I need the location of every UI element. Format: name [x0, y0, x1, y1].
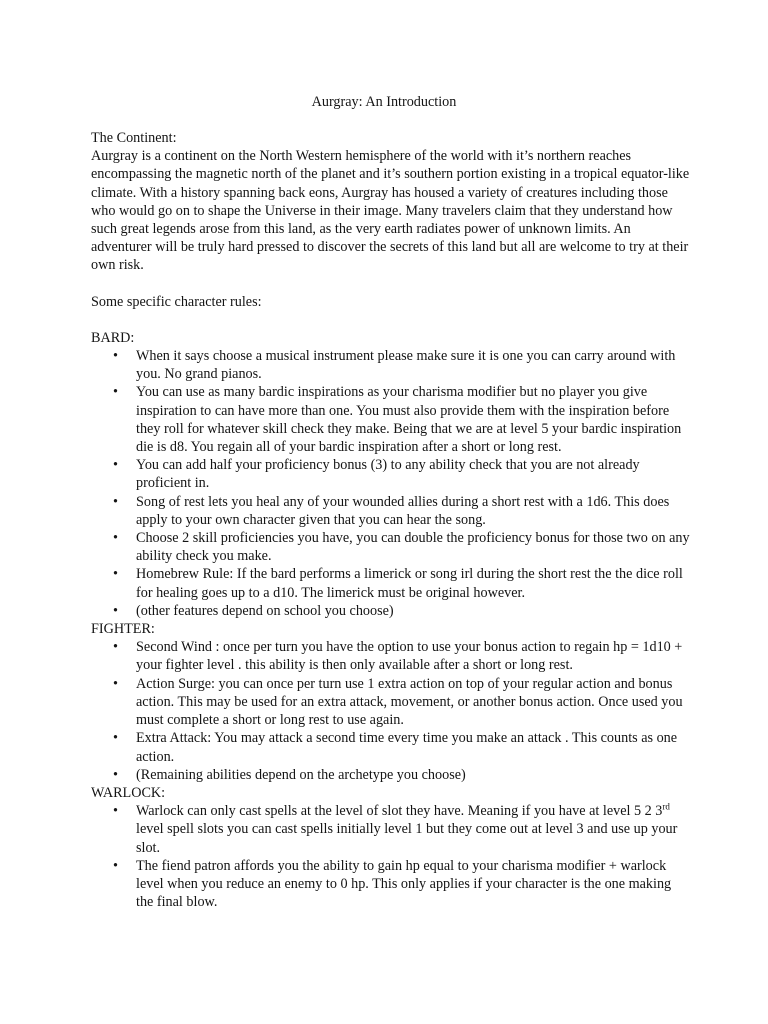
- paragraph-gap: [91, 275, 691, 293]
- fighter-list-item: [91, 675, 691, 730]
- warlock-item-text-part: level spell slots you can cast spells initially level 1 but they come out at level 3 and use up your slot.: [136, 821, 678, 856]
- fighter-list-item: [91, 729, 691, 765]
- bard-item-text: Homebrew Rule: If the bard performs a limerick or song irl during the short rest the the dice roll for healing goes up to a d10. The limerick must be original however.: [136, 566, 683, 601]
- rules-heading: Some specific character rules:: [91, 293, 262, 310]
- bard-item-text: Choose 2 skill proficiencies you have, you can double the proficiency bonus for those two on any ability check you make.: [136, 530, 690, 565]
- bard-item-text: Song of rest lets you heal any of your wounded allies during a short rest with a 1d6. This does apply to your own character given that you can hear the song.: [136, 493, 670, 528]
- warlock-item-text-part: Warlock can only cast spells at the level of slot they have. Meaning if you have at level 5 2 3: [136, 803, 663, 820]
- fighter-item-text: (Remaining abilities depend on the archetype you choose): [136, 766, 466, 783]
- bard-list-item: [91, 565, 691, 601]
- bard-list: [91, 347, 691, 620]
- bard-list-item: [91, 529, 691, 565]
- fighter-item-text: Extra Attack: You may attack a second time every time you make an attack . This counts as one action.: [136, 730, 678, 765]
- fighter-list: [91, 638, 691, 784]
- continent-paragraph: Aurgray is a continent on the North Western hemisphere of the world with it’s northern reaches encompassing the magnetic north of the planet and it’s southern portion existing in a tropical equator-like climate. With a history spanning back eons, Aurgray has housed a variety of creatures including those who would go on to shape the Universe in their image. Many travelers claim that they understand how such great legends arose from this land, as the very earth radiates power of unknown limits. An adventurer will be truly hard pressed to discover the secrets of this land but all are welcome to try at their own risk.: [91, 148, 690, 274]
- bullet-icon: •: [113, 384, 118, 401]
- continent-heading: The Continent:: [91, 130, 177, 146]
- bard-list-item: [91, 383, 691, 456]
- bard-item-text: You can use as many bardic inspirations as your charisma modifier but no player you give inspiration to can have more than one. You must also provide them with the inspiration before they roll for whatever skill check they make. Being that we are at level 5 your bardic inspiration die is d8. You regain all of your bardic inspiration after a short or long rest.: [136, 384, 682, 456]
- warlock-list-item: [91, 857, 691, 912]
- bullet-icon: •: [113, 348, 118, 365]
- bullet-icon: •: [113, 766, 118, 783]
- bullet-icon: •: [113, 457, 118, 474]
- warlock-list-item: [91, 802, 691, 857]
- bullet-icon: •: [113, 602, 118, 619]
- bard-list-item: [91, 347, 691, 383]
- warlock-heading: WARLOCK:: [91, 784, 166, 801]
- fighter-item-text: Second Wind : once per turn you have the option to use your bonus action to regain hp = 1d10 + your fighter level . this ability is then only available after a short or long rest.: [136, 639, 683, 674]
- document-title: Aurgray: An Introduction: [311, 94, 457, 110]
- bullet-icon: •: [113, 675, 118, 692]
- bullet-icon: •: [113, 803, 118, 820]
- bard-list-item: [91, 456, 691, 492]
- bard-item-text: When it says choose a musical instrument please make sure it is one you can carry around with you. No grand pianos.: [136, 348, 676, 383]
- ordinal-superscript: rd: [662, 801, 670, 812]
- paragraph-gap: [91, 311, 691, 329]
- bard-list-item: [91, 602, 691, 620]
- bard-list-item: [91, 493, 691, 529]
- fighter-heading: FIGHTER:: [91, 621, 155, 638]
- bullet-icon: •: [113, 730, 118, 747]
- bullet-icon: •: [113, 566, 118, 583]
- fighter-item-text: Action Surge: you can once per turn use 1 extra action on top of your regular action and bonus action. This may be used for an extra attack, movement, or another bonus action. Once used you must complete a short or long rest to use again.: [136, 675, 683, 729]
- bard-heading: BARD:: [91, 329, 135, 346]
- bullet-icon: •: [113, 639, 118, 656]
- warlock-item-text: The fiend patron affords you the ability to gain hp equal to your charisma modifier + warlock level when you reduce an enemy to 0 hp. This only applies if your character is the one making the final blow.: [136, 857, 672, 911]
- bullet-icon: •: [113, 493, 118, 510]
- bard-item-text: (other features depend on school you choose): [136, 602, 394, 619]
- fighter-list-item: [91, 638, 691, 674]
- warlock-list: [91, 802, 691, 911]
- bullet-icon: •: [113, 857, 118, 874]
- document-body: [91, 129, 691, 911]
- bard-item-text: You can add half your proficiency bonus (3) to any ability check that you are not already proficient in.: [136, 457, 640, 492]
- fighter-list-item: [91, 766, 691, 784]
- bullet-icon: •: [113, 530, 118, 547]
